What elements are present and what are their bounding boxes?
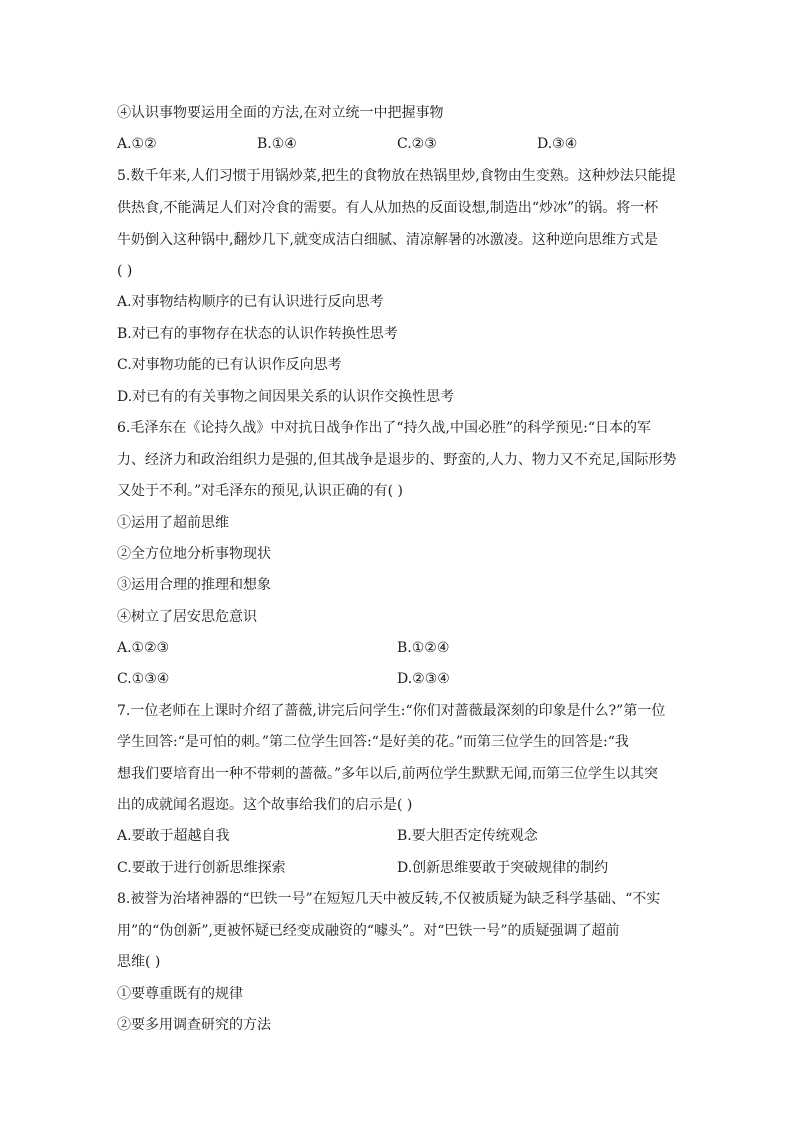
q7-stem-line-1: 7.一位老师在上课时介绍了蔷薇,讲完后问学生:“你们对蔷薇最深刻的印象是什么?”第一位 xyxy=(117,703,666,719)
q5-stem-line-3: 牛奶倒入这种锅中,翻炒几下,就变成洁白细腻、清凉解暑的冰激凌。这种逆向思维方式是 xyxy=(117,232,658,248)
q5-option-b: B.对已有的事物存在状态的认识作转换性思考 xyxy=(117,326,398,342)
q8-item-2: ②要多用调查研究的方法 xyxy=(117,1017,271,1033)
q4-item-4: ④认识事物要运用全面的方法,在对立统一中把握事物 xyxy=(117,105,444,121)
q6-item-3: ③运用合理的推理和想象 xyxy=(117,577,271,593)
q7-option-a: A.要敢于超越自我 xyxy=(117,828,230,844)
q6-item-2: ②全方位地分析事物现状 xyxy=(117,546,271,562)
q5-stem-line-1: 5.数千年来,人们习惯于用锅炒菜,把生的食物放在热锅里炒,食物由生变熟。这种炒法只能提 xyxy=(117,168,676,184)
q5-option-d: D.对已有的有关事物之间因果关系的认识作交换性思考 xyxy=(117,389,455,405)
q6-item-1: ①运用了超前思维 xyxy=(117,515,229,531)
q7-option-b: B.要大胆否定传统观念 xyxy=(397,828,538,844)
q6-option-d: D.②③④ xyxy=(397,671,450,687)
q8-stem-line-2: 用”的“伪创新”,更被怀疑已经变成融资的“噱头”。对“巴铁一号”的质疑强调了超前 xyxy=(117,923,620,939)
q5-option-c: C.对事物功能的已有认识作反向思考 xyxy=(117,357,342,373)
q6-option-b: B.①②④ xyxy=(397,640,450,656)
q4-option-d: D.③④ xyxy=(537,136,578,152)
q7-option-c: C.要敢于进行创新思维探索 xyxy=(117,860,286,876)
q5-stem-line-2: 供热食,不能满足人们对冷食的需要。有人从加热的反面设想,制造出“炒冰”的锅。将一杯 xyxy=(117,200,659,216)
q5-answer-blank: ( ) xyxy=(117,263,133,279)
q4-option-b: B.①④ xyxy=(257,136,297,152)
q8-item-1: ①要尊重既有的规律 xyxy=(117,986,243,1002)
q7-stem-line-3: 想我们要培育出一种不带刺的蔷薇。”多年以后,前两位学生默默无闻,而第三位学生以其突 xyxy=(117,766,659,782)
q6-option-a: A.①②③ xyxy=(117,640,170,656)
q4-option-c: C.②③ xyxy=(397,136,437,152)
q6-stem-line-1: 6.毛泽东在《论持久战》中对抗日战争作出了“持久战,中国必胜”的科学预见:“日本的军 xyxy=(117,420,651,436)
q7-stem-line-4: 出的成就闻名遐迩。这个故事给我们的启示是( ) xyxy=(117,797,413,813)
q7-option-d: D.创新思维要敢于突破规律的制约 xyxy=(397,860,609,876)
q6-stem-line-2: 力、经济力和政治组织力是强的,但其战争是退步的、野蛮的,人力、物力又不充足,国际形势 xyxy=(117,452,677,468)
q6-option-c: C.①③④ xyxy=(117,671,170,687)
q7-stem-line-2: 学生回答:“是可怕的刺。”第二位学生回答:“是好美的花。”而第三位学生的回答是:“我 xyxy=(117,734,629,750)
q5-option-a: A.对事物结构顺序的已有认识进行反向思考 xyxy=(117,294,384,310)
q8-stem-line-3: 思维( ) xyxy=(117,954,161,970)
q4-option-a: A.①② xyxy=(117,136,157,152)
q8-stem-line-1: 8.被誉为治堵神器的“巴铁一号”在短短几天中被反转,不仅被质疑为缺乏科学基础、“不实 xyxy=(117,891,661,907)
q6-stem-line-3: 又处于不利。”对毛泽东的预见,认识正确的有( ) xyxy=(117,483,403,499)
q6-item-4: ④树立了居安思危意识 xyxy=(117,609,257,625)
